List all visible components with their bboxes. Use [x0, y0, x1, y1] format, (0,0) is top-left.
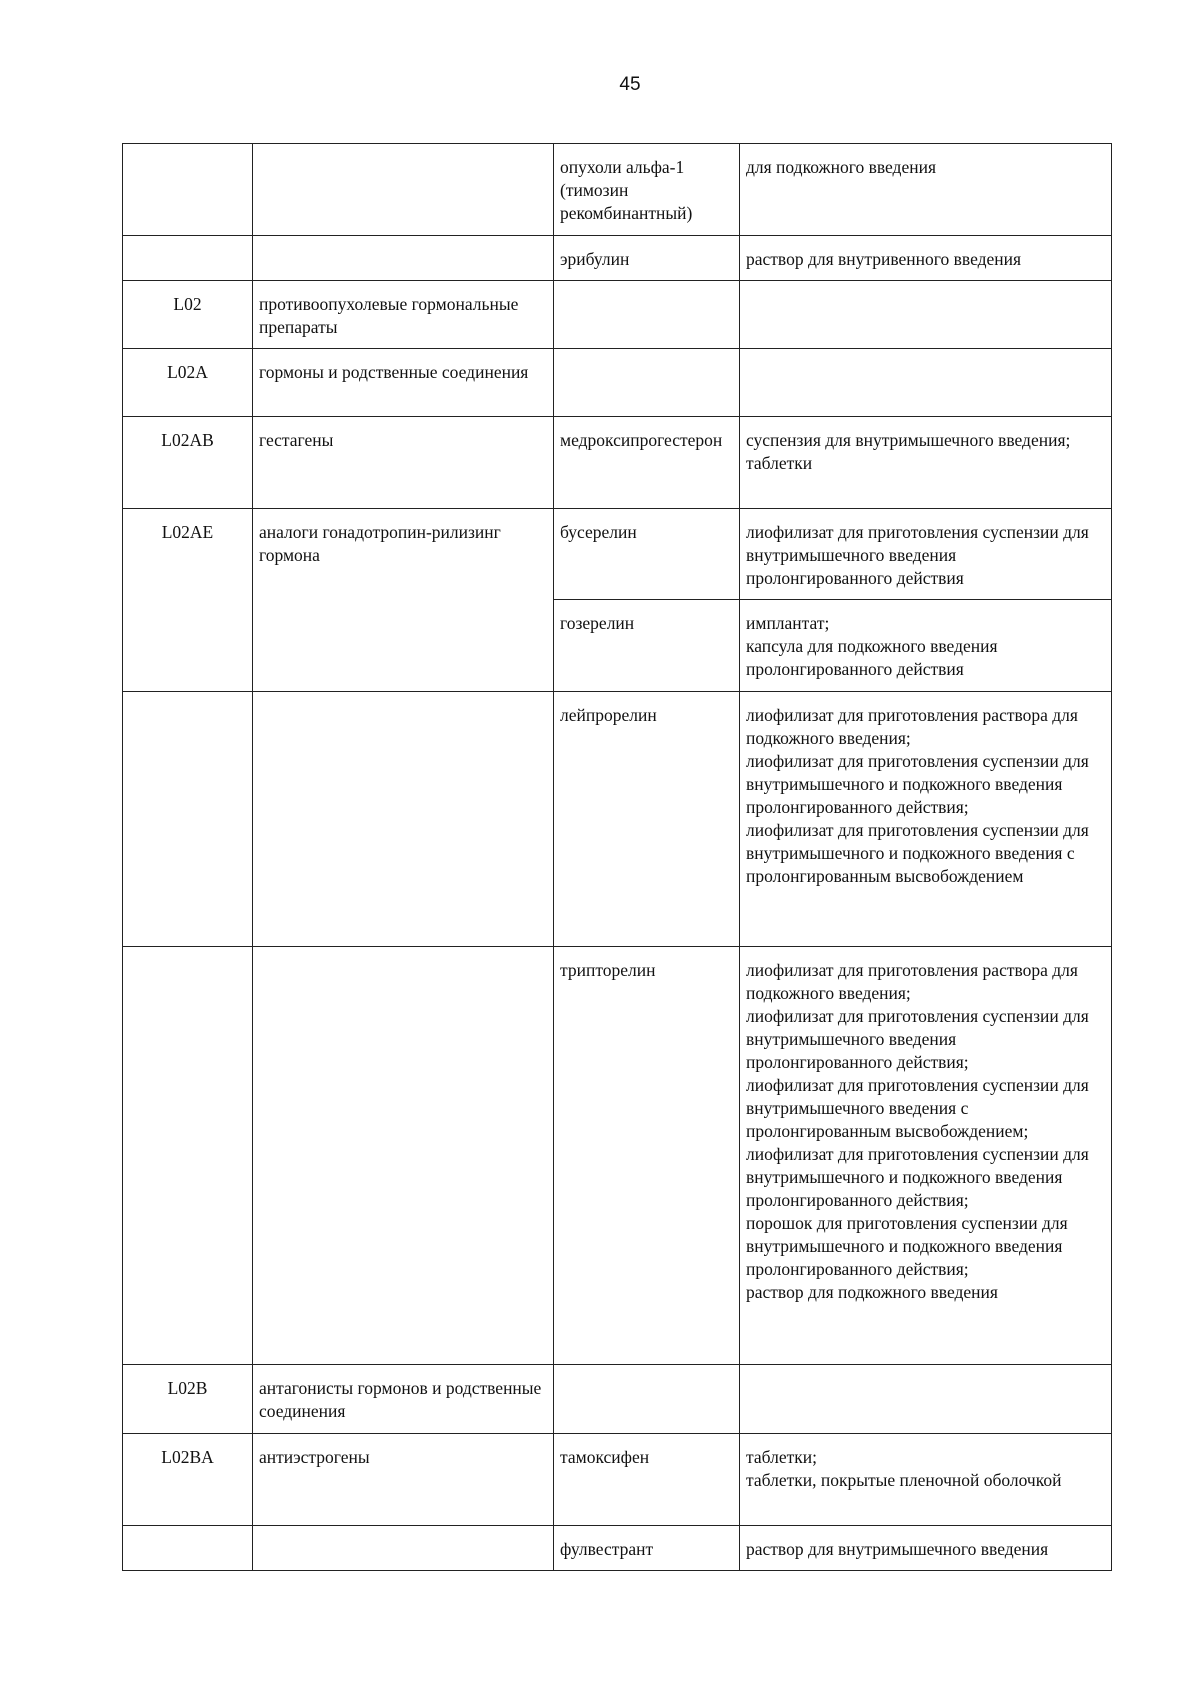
form-line: для подкожного введения: [746, 157, 936, 177]
forms-cell: [740, 947, 1112, 1365]
atc-code-cell: L02BA: [123, 1434, 253, 1526]
group-cell: [253, 236, 554, 281]
forms-cell: [740, 692, 1112, 947]
group-cell: гормоны и родственные соединения: [253, 349, 554, 417]
table-row: [123, 144, 1112, 236]
drug-cell: медроксипрогестерон: [554, 417, 740, 509]
drug-cell: [554, 281, 740, 349]
form-line: раствор для внутривенного введения: [746, 249, 1022, 269]
group-cell: [253, 144, 554, 236]
drug-cell: [554, 349, 740, 417]
table-row: [123, 1526, 1112, 1571]
table-row: [123, 281, 1112, 349]
form-line: лиофилизат для приготовления раствора для подкожного введения;: [746, 960, 1078, 1003]
atc-code-cell: L02AE: [123, 509, 253, 692]
drug-cell: гозерелин: [554, 600, 740, 692]
form-line: раствор для подкожного введения: [746, 1282, 998, 1302]
form-line: лиофилизат для приготовления суспензии для внутримышечного и подкожного введения пролонгированного действия;: [746, 1144, 1089, 1210]
table-row: [123, 509, 1112, 600]
forms-cell: [740, 509, 1112, 600]
drug-cell: фулвестрант: [554, 1526, 740, 1571]
form-line: капсула для подкожного введения пролонгированного действия: [746, 636, 998, 679]
group-cell: [253, 692, 554, 947]
table-row: [123, 1434, 1112, 1526]
atc-code-cell: L02: [123, 281, 253, 349]
group-cell: антагонисты гормонов и родственные соединения: [253, 1365, 554, 1434]
form-line: лиофилизат для приготовления суспензии для внутримышечного введения пролонгированного действия;: [746, 1006, 1089, 1072]
forms-cell: [740, 417, 1112, 509]
form-line: лиофилизат для приготовления суспензии для внутримышечного введения пролонгированного действия: [746, 522, 1089, 588]
form-line: имплантат;: [746, 613, 830, 633]
drug-cell: [554, 1365, 740, 1434]
atc-code-cell: [123, 1526, 253, 1571]
drug-table: [122, 143, 1112, 1571]
table-row: [123, 947, 1112, 1365]
atc-code-cell: [123, 144, 253, 236]
group-cell: аналоги гонадотропин-рилизинг гормона: [253, 509, 554, 692]
group-cell: [253, 1526, 554, 1571]
form-line: таблетки: [746, 453, 813, 473]
form-line: раствор для внутримышечного введения: [746, 1539, 1049, 1559]
forms-cell: [740, 600, 1112, 692]
group-cell: противоопухолевые гормональные препараты: [253, 281, 554, 349]
table-row: [123, 692, 1112, 947]
atc-code-cell: [123, 236, 253, 281]
group-cell: [253, 947, 554, 1365]
forms-cell: [740, 1365, 1112, 1434]
table-row: [123, 349, 1112, 417]
form-line: порошок для приготовления суспензии для внутримышечного и подкожного введения пролонгированного действия;: [746, 1213, 1068, 1279]
form-line: лиофилизат для приготовления раствора для подкожного введения;: [746, 705, 1078, 748]
drug-cell: эрибулин: [554, 236, 740, 281]
table-row: [123, 1365, 1112, 1434]
form-line: таблетки;: [746, 1447, 817, 1467]
page-number: 45: [619, 74, 641, 95]
forms-cell: [740, 144, 1112, 236]
form-line: лиофилизат для приготовления суспензии для внутримышечного и подкожного введения пролонгированного действия;: [746, 751, 1089, 817]
drug-cell: опухоли альфа-1 (тимозин рекомбинантный): [554, 144, 740, 236]
group-cell: антиэстрогены: [253, 1434, 554, 1526]
form-line: суспензия для внутримышечного введения;: [746, 430, 1071, 450]
atc-code-cell: L02A: [123, 349, 253, 417]
form-line: таблетки, покрытые пленочной оболочкой: [746, 1470, 1062, 1490]
atc-code-cell: L02AB: [123, 417, 253, 509]
atc-code-cell: [123, 947, 253, 1365]
drug-cell: трипторелин: [554, 947, 740, 1365]
drug-cell: бусерелин: [554, 509, 740, 600]
forms-cell: [740, 1434, 1112, 1526]
table-row: [123, 417, 1112, 509]
table-row: [123, 236, 1112, 281]
drug-cell: тамоксифен: [554, 1434, 740, 1526]
forms-cell: [740, 349, 1112, 417]
forms-cell: [740, 1526, 1112, 1571]
drug-cell: лейпрорелин: [554, 692, 740, 947]
form-line: лиофилизат для приготовления суспензии для внутримышечного и подкожного введения с пролонгированным высвобождением: [746, 820, 1089, 886]
atc-code-cell: L02B: [123, 1365, 253, 1434]
atc-code-cell: [123, 692, 253, 947]
forms-cell: [740, 236, 1112, 281]
forms-cell: [740, 281, 1112, 349]
group-cell: гестагены: [253, 417, 554, 509]
form-line: лиофилизат для приготовления суспензии для внутримышечного введения с пролонгированным высвобождением;: [746, 1075, 1089, 1141]
